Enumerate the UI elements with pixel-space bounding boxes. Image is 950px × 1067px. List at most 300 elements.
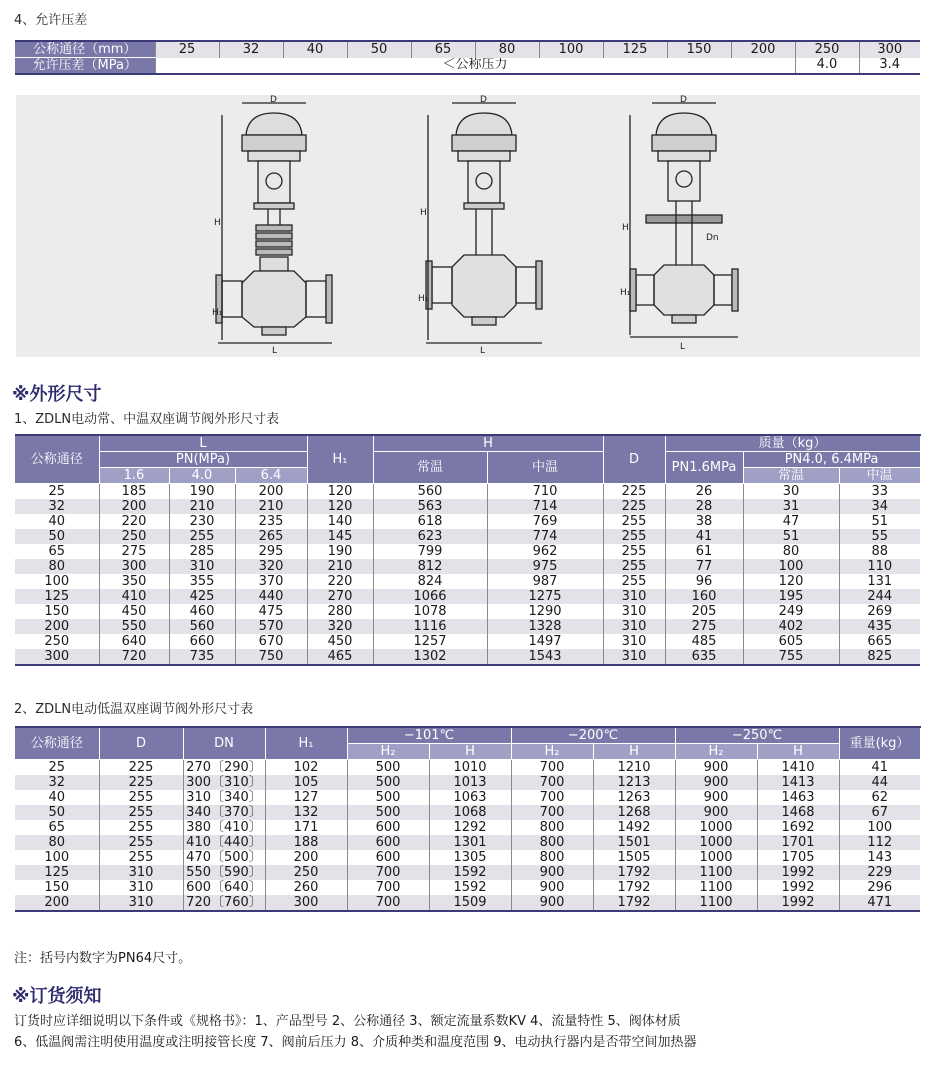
table-cell: 435 [839, 619, 920, 634]
pressure-label: 允许压差（MPa） [15, 58, 155, 75]
table-cell: 80 [15, 835, 99, 850]
table-cell: 425 [169, 589, 235, 604]
table-cell: 260 [265, 880, 347, 895]
table-cell: 65 [15, 820, 99, 835]
table-cell: 900 [675, 760, 757, 776]
table-cell: 269 [839, 604, 920, 619]
table-cell: 275 [99, 544, 169, 559]
table-row [15, 805, 920, 820]
table-cell: 1290 [487, 604, 603, 619]
dim-label-d: D [680, 95, 687, 105]
size-cell: 32 [219, 41, 283, 58]
table-cell: 1705 [757, 850, 839, 865]
table-row [15, 865, 920, 880]
table-cell: 1492 [593, 820, 675, 835]
table-cell: 255 [603, 574, 665, 589]
dim-label-h: H [214, 218, 221, 228]
table-cell: 100 [743, 559, 839, 574]
size-cell: 80 [475, 41, 539, 58]
table-cell: 800 [511, 850, 593, 865]
table-row [15, 895, 920, 911]
table-cell: 402 [743, 619, 839, 634]
size-cell: 50 [347, 41, 411, 58]
table-cell: 1063 [429, 790, 511, 805]
table-cell: 370 [235, 574, 307, 589]
table1-body [15, 484, 920, 666]
table-row [15, 604, 920, 619]
size-cell: 100 [539, 41, 603, 58]
table-cell: 465 [307, 649, 373, 665]
table-cell: 185 [99, 484, 169, 500]
size-cell: 25 [155, 41, 219, 58]
table-cell: 700 [511, 760, 593, 776]
table-cell: 310 [99, 880, 183, 895]
table-cell: 160 [665, 589, 743, 604]
table-cell: 550〔590〕 [183, 865, 265, 880]
table-cell: 28 [665, 499, 743, 514]
dim-label-dn: Dn [706, 233, 719, 243]
table-cell: 200 [265, 850, 347, 865]
dim-label-l: L [680, 342, 686, 352]
table-row [15, 820, 920, 835]
table-cell: 720〔760〕 [183, 895, 265, 911]
table-cell: 470〔500〕 [183, 850, 265, 865]
table-cell: 800 [511, 820, 593, 835]
table-cell: 255 [169, 529, 235, 544]
table-cell: 310 [603, 634, 665, 649]
table-cell: 300 [15, 649, 99, 665]
table-cell: 265 [235, 529, 307, 544]
table-cell: 570 [235, 619, 307, 634]
table-cell: 769 [487, 514, 603, 529]
col-w40: PN4.0, 6.4MPa [743, 452, 920, 468]
table-cell: 250 [265, 865, 347, 880]
table-cell: 735 [169, 649, 235, 665]
table-cell: 1328 [487, 619, 603, 634]
valve-drawing-1 [216, 103, 332, 343]
table-cell: 410 [99, 589, 169, 604]
table-cell: 563 [373, 499, 487, 514]
table-row [15, 649, 920, 665]
table-cell: 300 [99, 559, 169, 574]
table-cell: 200 [235, 484, 307, 500]
table-cell: 1068 [429, 805, 511, 820]
pressure-row [15, 58, 920, 75]
size-cell: 200 [731, 41, 795, 58]
table-cell: 131 [839, 574, 920, 589]
table-cell: 102 [265, 760, 347, 776]
table-cell: 310 [603, 649, 665, 665]
col-h-mid: 中温 [487, 452, 603, 484]
table-cell: 310 [99, 865, 183, 880]
table-row [15, 514, 920, 529]
table-cell: 1100 [675, 880, 757, 895]
table-cell: 750 [235, 649, 307, 665]
table-cell: 623 [373, 529, 487, 544]
table-cell: 125 [15, 589, 99, 604]
table-cell: 310 [603, 619, 665, 634]
dim-label-h: H [622, 223, 629, 233]
dim-label-h1: H₁ [620, 288, 631, 298]
dim-label-d: D [480, 95, 487, 105]
table-cell: 1792 [593, 880, 675, 895]
table-cell: 225 [99, 775, 183, 790]
table-cell: 640 [99, 634, 169, 649]
table-cell: 200 [15, 619, 99, 634]
table-cell: 30 [743, 484, 839, 500]
table-cell: 255 [99, 835, 183, 850]
dim-label-l: L [480, 346, 486, 356]
col-h1: H₁ [307, 435, 373, 484]
col-h: H [593, 744, 675, 760]
table-cell: 249 [743, 604, 839, 619]
table-cell: 1410 [757, 760, 839, 776]
section-title-pressure: 4、允许压差 [14, 13, 88, 28]
table-row [15, 574, 920, 589]
col-pn2: 4.0 [169, 468, 235, 484]
table-cell: 1257 [373, 634, 487, 649]
table-cell: 560 [169, 619, 235, 634]
table-cell: 1000 [675, 835, 757, 850]
table-cell: 220 [99, 514, 169, 529]
table-cell: 320 [307, 619, 373, 634]
table2-title: 2、ZDLN电动低温双座调节阀外形尺寸表 [14, 702, 254, 717]
table-cell: 190 [169, 484, 235, 500]
table-cell: 100 [839, 820, 920, 835]
table-cell: 51 [743, 529, 839, 544]
table-cell: 62 [839, 790, 920, 805]
table-cell: 1692 [757, 820, 839, 835]
table-cell: 200 [99, 499, 169, 514]
dim-label-h: H [420, 208, 427, 218]
order-line1: 订货时应详细说明以下条件或《规格书》：1、产品型号 2、公称通径 3、额定流量系数KV 4、流量特性 5、阀体材质 [14, 1014, 681, 1029]
table-cell: 295 [235, 544, 307, 559]
col-weight: 重量(kg） [839, 727, 920, 760]
table-cell: 171 [265, 820, 347, 835]
table-cell: 1992 [757, 880, 839, 895]
table-row [15, 880, 920, 895]
table-cell: 270〔290〕 [183, 760, 265, 776]
table-row [15, 589, 920, 604]
table-cell: 255 [603, 559, 665, 574]
table-cell: 600 [347, 835, 429, 850]
table-cell: 80 [15, 559, 99, 574]
table-cell: 987 [487, 574, 603, 589]
table-cell: 244 [839, 589, 920, 604]
table-cell: 1468 [757, 805, 839, 820]
pressure-merged: ＜公称压力 [155, 58, 795, 75]
table-row [15, 775, 920, 790]
table-cell: 1701 [757, 835, 839, 850]
table-cell: 635 [665, 649, 743, 665]
table-cell: 774 [487, 529, 603, 544]
col-pn1: 1.6 [99, 468, 169, 484]
table-cell: 700 [347, 865, 429, 880]
table-cell: 127 [265, 790, 347, 805]
table-cell: 600 [347, 850, 429, 865]
table-cell: 41 [665, 529, 743, 544]
dim-label-l: L [272, 346, 278, 356]
table-cell: 1263 [593, 790, 675, 805]
table-cell: 600 [347, 820, 429, 835]
table-cell: 1268 [593, 805, 675, 820]
table-cell: 450 [99, 604, 169, 619]
col-wm: 中温 [839, 468, 920, 484]
col-h: H [757, 744, 839, 760]
table-cell: 1497 [487, 634, 603, 649]
table-cell: 255 [603, 544, 665, 559]
col-d: D [99, 727, 183, 760]
table-cell: 120 [307, 499, 373, 514]
table-cell: 460 [169, 604, 235, 619]
table-cell: 150 [15, 880, 99, 895]
order-line2: 6、低温阀需注明使用温度或注明接管长度 7、阀前后压力 8、介质种类和温度范围 9、电动执行器内是否带空间加热器 [14, 1035, 697, 1050]
size-cell: 300 [859, 41, 920, 58]
table-cell: 550 [99, 619, 169, 634]
col-weight: 质量（kg） [665, 435, 920, 452]
table-cell: 105 [265, 775, 347, 790]
table-cell: 355 [169, 574, 235, 589]
col-size: 公称通径 [15, 435, 99, 484]
table-row [15, 499, 920, 514]
table-cell: 471 [839, 895, 920, 911]
table-cell: 450 [307, 634, 373, 649]
col-wn: 常温 [743, 468, 839, 484]
table-cell: 255 [99, 805, 183, 820]
table-cell: 755 [743, 649, 839, 665]
table-row [15, 559, 920, 574]
table-cell: 55 [839, 529, 920, 544]
table-row [15, 790, 920, 805]
table-cell: 320 [235, 559, 307, 574]
table-row [15, 619, 920, 634]
pressure-cell: 4.0 [795, 58, 859, 75]
table-cell: 150 [15, 604, 99, 619]
table-cell: 475 [235, 604, 307, 619]
size-row [15, 41, 920, 58]
table-row [15, 850, 920, 865]
col-h2: H₂ [347, 744, 429, 760]
table-cell: 900 [511, 865, 593, 880]
dim-label-h1: H₁ [418, 294, 429, 304]
table-cell: 700 [347, 880, 429, 895]
table-cell: 40 [15, 790, 99, 805]
table-cell: 195 [743, 589, 839, 604]
table-cell: 100 [15, 574, 99, 589]
table-row [15, 529, 920, 544]
table-cell: 26 [665, 484, 743, 500]
table-cell: 1505 [593, 850, 675, 865]
table-cell: 132 [265, 805, 347, 820]
table-cell: 1013 [429, 775, 511, 790]
table-cell: 255 [603, 529, 665, 544]
table-cell: 825 [839, 649, 920, 665]
valve-drawings [16, 95, 920, 357]
valve-drawing-2 [426, 103, 542, 343]
valve-drawings-svg [16, 95, 920, 357]
table-cell: 710 [487, 484, 603, 500]
table-cell: 350 [99, 574, 169, 589]
table-cell: 188 [265, 835, 347, 850]
table-cell: 900 [675, 790, 757, 805]
table-cell: 34 [839, 499, 920, 514]
table-cell: 310〔340〕 [183, 790, 265, 805]
table-cell: 44 [839, 775, 920, 790]
table-cell: 80 [743, 544, 839, 559]
table-cell: 210 [307, 559, 373, 574]
table-cell: 700 [511, 805, 593, 820]
dim-label-h1: H₁ [212, 308, 223, 318]
table-cell: 824 [373, 574, 487, 589]
table-cell: 88 [839, 544, 920, 559]
dims-title: ※外形尺寸 [12, 384, 102, 405]
table-cell: 65 [15, 544, 99, 559]
table-cell: 500 [347, 790, 429, 805]
table-cell: 200 [15, 895, 99, 911]
table-cell: 799 [373, 544, 487, 559]
table-cell: 190 [307, 544, 373, 559]
table-cell: 1501 [593, 835, 675, 850]
table-cell: 235 [235, 514, 307, 529]
table-cell: 900 [675, 805, 757, 820]
table-cell: 310 [99, 895, 183, 911]
table-cell: 285 [169, 544, 235, 559]
table-cell: 33 [839, 484, 920, 500]
table-cell: 1543 [487, 649, 603, 665]
col-pn: PN(MPa) [99, 452, 307, 468]
size-cell: 40 [283, 41, 347, 58]
table-cell: 50 [15, 529, 99, 544]
table-cell: 900 [511, 895, 593, 911]
size-cell: 250 [795, 41, 859, 58]
col-t250: −250℃ [675, 727, 839, 744]
table-cell: 100 [15, 850, 99, 865]
table-cell: 600〔640〕 [183, 880, 265, 895]
table-cell: 1000 [675, 820, 757, 835]
pressure-table [15, 40, 920, 75]
table-cell: 440 [235, 589, 307, 604]
table-cell: 40 [15, 514, 99, 529]
order-title: ※订货须知 [12, 986, 102, 1007]
col-h2: H₂ [675, 744, 757, 760]
table-cell: 900 [511, 880, 593, 895]
table-cell: 340〔370〕 [183, 805, 265, 820]
table-cell: 300〔310〕 [183, 775, 265, 790]
col-d: D [603, 435, 665, 484]
table-cell: 145 [307, 529, 373, 544]
table-cell: 1992 [757, 865, 839, 880]
table-cell: 25 [15, 760, 99, 776]
table-cell: 61 [665, 544, 743, 559]
table-cell: 205 [665, 604, 743, 619]
col-h: H [373, 435, 603, 452]
col-h2: H₂ [511, 744, 593, 760]
table-cell: 32 [15, 775, 99, 790]
table-cell: 1509 [429, 895, 511, 911]
table-cell: 1792 [593, 895, 675, 911]
table-cell: 229 [839, 865, 920, 880]
table-cell: 310 [169, 559, 235, 574]
table-row [15, 760, 920, 776]
table-cell: 230 [169, 514, 235, 529]
table-cell: 255 [99, 790, 183, 805]
table-cell: 96 [665, 574, 743, 589]
table-cell: 605 [743, 634, 839, 649]
col-w16: PN1.6MPa [665, 452, 743, 484]
table-cell: 255 [603, 514, 665, 529]
table-cell: 700 [511, 775, 593, 790]
table-cell: 143 [839, 850, 920, 865]
col-t101: −101℃ [347, 727, 511, 744]
table-cell: 25 [15, 484, 99, 500]
table-cell: 1100 [675, 865, 757, 880]
table1-title: 1、ZDLN电动常、中温双座调节阀外形尺寸表 [14, 412, 280, 427]
table-row [15, 544, 920, 559]
table-cell: 1463 [757, 790, 839, 805]
table-cell: 255 [99, 820, 183, 835]
dim-label-d: D [270, 95, 277, 105]
size-cell: 65 [411, 41, 475, 58]
table-cell: 50 [15, 805, 99, 820]
col-t200: −200℃ [511, 727, 675, 744]
table-cell: 670 [235, 634, 307, 649]
table-cell: 210 [235, 499, 307, 514]
table-cell: 31 [743, 499, 839, 514]
table-row [15, 484, 920, 500]
table-cell: 560 [373, 484, 487, 500]
table-row [15, 835, 920, 850]
table-cell: 1078 [373, 604, 487, 619]
table-cell: 112 [839, 835, 920, 850]
table-cell: 720 [99, 649, 169, 665]
table-cell: 618 [373, 514, 487, 529]
table2 [15, 726, 921, 912]
col-h: H [429, 744, 511, 760]
table-cell: 1592 [429, 865, 511, 880]
table-cell: 900 [675, 775, 757, 790]
table-cell: 1301 [429, 835, 511, 850]
table-cell: 250 [15, 634, 99, 649]
col-l: L [99, 435, 307, 452]
table-cell: 1592 [429, 880, 511, 895]
table-cell: 1292 [429, 820, 511, 835]
table-cell: 1010 [429, 760, 511, 776]
table-cell: 225 [99, 760, 183, 776]
table2-header-row1 [15, 727, 920, 744]
table-cell: 1413 [757, 775, 839, 790]
col-pn3: 6.4 [235, 468, 307, 484]
table2-body [15, 760, 920, 912]
table-cell: 125 [15, 865, 99, 880]
table-cell: 500 [347, 775, 429, 790]
pressure-cell: 3.4 [859, 58, 920, 75]
table-cell: 210 [169, 499, 235, 514]
col-h-normal: 常温 [373, 452, 487, 484]
table-cell: 280 [307, 604, 373, 619]
table-row [15, 634, 920, 649]
table1 [15, 434, 921, 666]
table-cell: 255 [99, 850, 183, 865]
table2-note: 注：括号内数字为PN64尺寸。 [14, 951, 192, 966]
table-cell: 51 [839, 514, 920, 529]
table-cell: 32 [15, 499, 99, 514]
table1-header-row1 [15, 435, 920, 452]
table-cell: 410〔440〕 [183, 835, 265, 850]
valve-drawing-3 [630, 103, 738, 337]
table-cell: 665 [839, 634, 920, 649]
table-cell: 140 [307, 514, 373, 529]
table-cell: 800 [511, 835, 593, 850]
